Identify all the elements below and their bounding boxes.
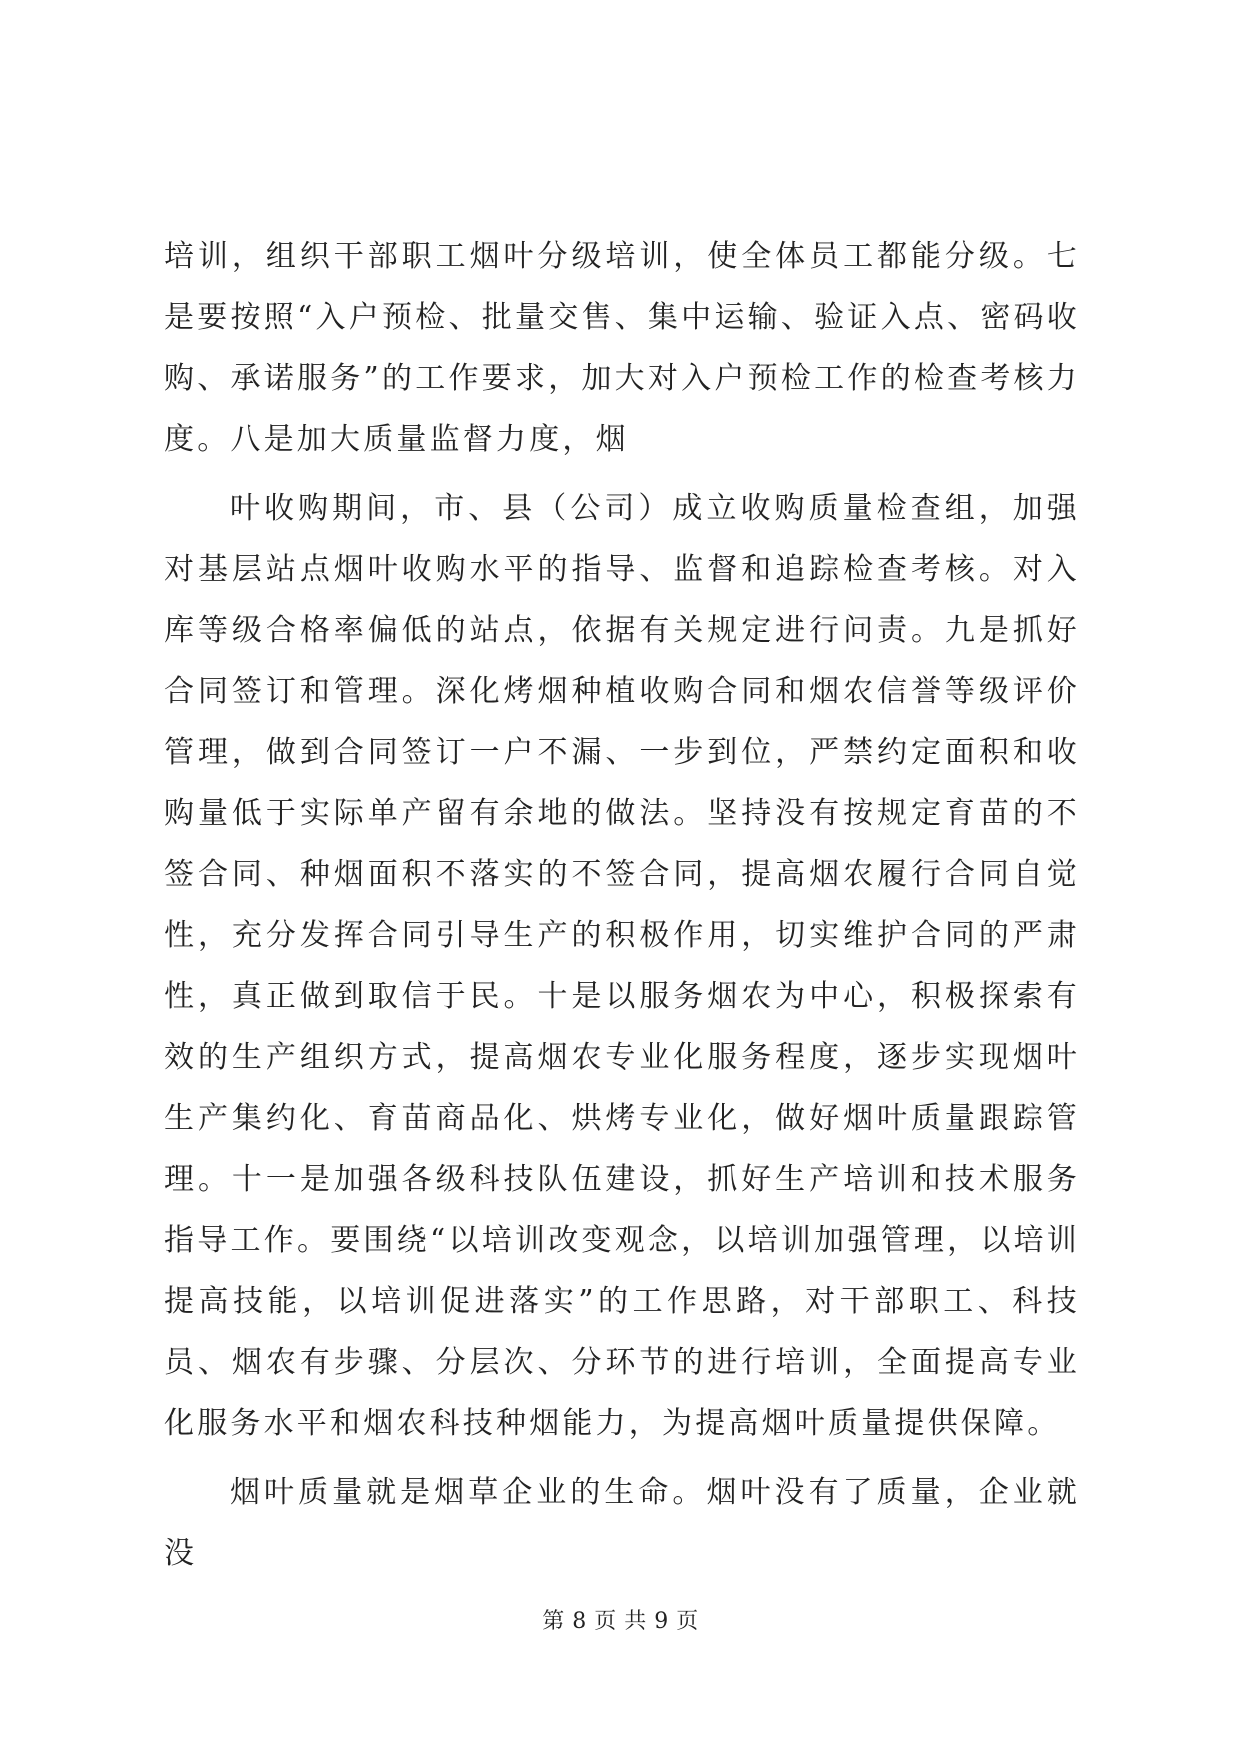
page-number-footer: 第 8 页 共 9 页 [542,1609,699,1634]
document-body [164,226,1080,1584]
paragraph-2: 叶收购期间，市、县（公司）成立收购质量检查组，加强对基层站点烟叶收购水平的指导、监督和追踪检查考核。对入库等级合格率偏低的站点，依据有关规定进行问责。九是抓好合同签订和管理。深化烤烟种植收购合同和烟农信誉等级评价管理，做到合同签订一户不漏、一步到位，严禁约定面积和收购量低于实际单产留有余地的做法。坚持没有按规定育苗的不签合同、种烟面积不落实的不签合同，提高烟农履行合同自觉性，充分发挥合同引导生产的积极作用，切实维护合同的严肃性，真正做到取信于民。十是以服务烟农为中心，积极探索有效的生产组织方式，提高烟农专业化服务程度，逐步实现烟叶生产集约化、育苗商品化、烘烤专业化，做好烟叶质量跟踪管理。十一是加强各级科技队伍建设，抓好生产培训和技术服务指导工作。要围绕“以培训改变观念，以培训加强管理，以培训提高技能，以培训促进落实”的工作思路，对干部职工、科技员、烟农有步骤、分层次、分环节的进行培训，全面提高专业化服务水平和烟农科技种烟能力，为提高烟叶质量提供保障。 [164,491,1080,1441]
paragraph-1: 培训，组织干部职工烟叶分级培训，使全体员工都能分级。七是要按照“入户预检、批量交售、集中运输、验证入点、密码收购、承诺服务”的工作要求，加大对入户预检工作的检查考核力度。八是加大质量监督力度，烟 [164,239,1080,457]
paragraph-3: 烟叶质量就是烟草企业的生命。烟叶没有了质量，企业就没 [164,1475,1080,1571]
